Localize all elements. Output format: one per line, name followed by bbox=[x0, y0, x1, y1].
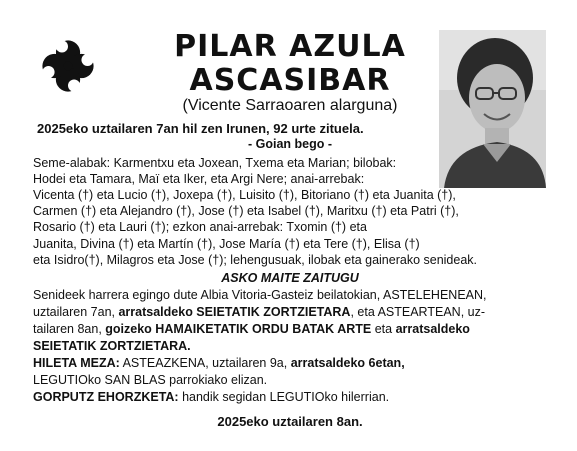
funeral-time: arratsaldeko 6etan, bbox=[290, 356, 405, 370]
family-line: Vicenta (†) eta Lucio (†), Joxepa (†), Luisito (†), Bitoriano (†) eta Juanita (†), bbox=[33, 188, 456, 202]
reception-line bbox=[33, 322, 470, 337]
deceased-name-line1: PILAR AZULA bbox=[174, 29, 406, 64]
reception-line: Senideek harrera egingo dute Albia Vitoria-Gasteiz beilatokian, ASTELEHENEAN, bbox=[33, 288, 487, 302]
burial-line bbox=[33, 390, 389, 405]
reception-time: SEIETATIK ZORTZIETARA. bbox=[33, 339, 191, 353]
deceased-name-line2: ASCASIBAR bbox=[189, 63, 391, 98]
goian-bego: - Goian bego - bbox=[247, 137, 333, 151]
portrait-photo bbox=[439, 30, 546, 188]
funeral-place: LEGUTIOko SAN BLAS parrokiako elizan. bbox=[33, 373, 268, 387]
notice-date: 2025eko uztailaren 8an. bbox=[217, 414, 363, 429]
asko-maite-line: ASKO MAITE ZAITUGU bbox=[221, 271, 359, 285]
funeral-label: HILETA MEZA: bbox=[33, 356, 120, 370]
family-line: Rosario (†) eta Lauri (†); ezkon anai-arrebak: Txomin (†) eta bbox=[33, 220, 367, 234]
reception-time: goizeko HAMAIKETATIK ORDU BATAK ARTE bbox=[105, 322, 372, 336]
reception-line bbox=[33, 305, 485, 320]
lauburu-icon bbox=[36, 34, 100, 98]
family-line: Hodei eta Tamara, Maï eta Iker, eta Argi Nere; anai-arrebak: bbox=[33, 172, 365, 186]
reception-time: arratsaldeko SEIETATIK ZORTZIETARA bbox=[118, 305, 351, 319]
family-line: eta Isidro(†), Milagros eta Jose (†); lehengusuak, ilobak eta gainerako senideak. bbox=[33, 253, 478, 267]
reception-text: tailaren 8an, bbox=[33, 322, 106, 336]
reception-time: arratsaldeko bbox=[395, 322, 470, 336]
family-line: Juanita, Divina (†) eta Martín (†), Jose María (†) eta Tere (†), Elisa (†) bbox=[33, 237, 420, 251]
family-line: Seme-alabak: Karmentxu eta Joxean, Txema eta Marian; bilobak: bbox=[33, 156, 397, 170]
death-announcement: 2025eko uztailaren 7an hil zen Irunen, 92 urte zituela. bbox=[37, 121, 364, 136]
reception-text: , eta ASTEARTEAN, uz- bbox=[350, 305, 486, 319]
reception-text: eta bbox=[371, 322, 396, 336]
funeral-text: ASTEAZKENA, uztailaren 9a, bbox=[119, 356, 291, 370]
portrait-illustration bbox=[439, 30, 546, 188]
burial-text: handik segidan LEGUTIOko hilerrian. bbox=[178, 390, 390, 404]
widow-of-line: (Vicente Sarraoaren alarguna) bbox=[182, 97, 398, 114]
family-line: Carmen (†) eta Alejandro (†), Jose (†) eta Isabel (†), Maritxu (†) eta Patri (†), bbox=[33, 204, 459, 218]
funeral-line bbox=[33, 356, 405, 371]
burial-label: GORPUTZ EHORZKETA: bbox=[33, 390, 179, 404]
reception-text: uztailaren 7an, bbox=[33, 305, 119, 319]
